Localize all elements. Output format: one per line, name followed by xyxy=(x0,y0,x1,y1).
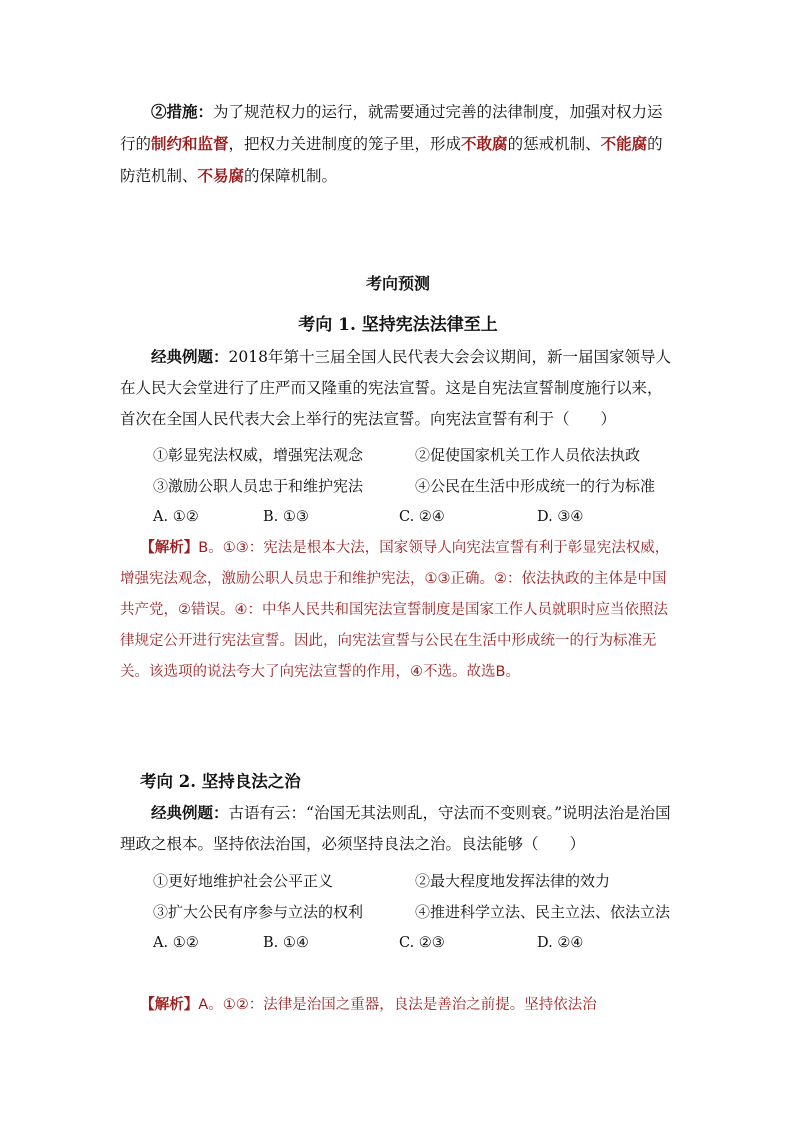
option-row xyxy=(120,866,676,897)
measure-paragraph xyxy=(120,96,676,192)
topic-1-options xyxy=(120,440,676,533)
topic-2-question xyxy=(120,797,676,860)
topic-2-analysis xyxy=(120,990,676,1021)
option-item: ③扩大公民有序参与立法的权利 xyxy=(153,903,364,921)
topic-2-options xyxy=(120,866,676,959)
choice-a: A. ①② xyxy=(153,509,199,525)
topic-1-analysis xyxy=(120,533,676,688)
highlight-dare-not: 不敢腐 xyxy=(461,134,508,153)
measure-text: ②措施：为了规范权力的运行，就需要通过完善的法律制度，加强对权力运行的制约和监督，把权力关进制度的笼子里，形成不敢腐的惩戒机制、不能腐的防范机制、不易腐的保障机制。 xyxy=(120,102,663,185)
choice-row xyxy=(120,502,676,533)
option-item: ①更好地维护社会公平正义 xyxy=(153,872,334,890)
highlight-not-easy: 不易腐 xyxy=(197,166,245,185)
analysis-text: 【解析】A。①②：法律是治国之重器，良法是善治之前提。坚持依法治 xyxy=(140,997,597,1013)
choice-b: B. ①④ xyxy=(263,935,309,951)
topic-2-title: 考向 2. 坚持良法之治 xyxy=(140,772,301,791)
option-item: ③激励公职人员忠于和维护宪法 xyxy=(153,477,364,495)
choice-b: B. ①③ xyxy=(263,509,309,525)
option-item: ④公民在生活中形成统一的行为标准 xyxy=(415,477,656,495)
option-row xyxy=(120,897,676,928)
topic-2 xyxy=(120,770,676,794)
option-row xyxy=(120,471,676,502)
choice-c: C. ②③ xyxy=(399,935,445,951)
option-item: ②促使国家机关工作人员依法执政 xyxy=(415,446,641,464)
highlight-supervision: 制约和监督 xyxy=(151,134,229,153)
measure-label: ②措施： xyxy=(151,102,214,121)
highlight-cannot: 不能腐 xyxy=(600,134,648,153)
option-item: ①彰显宪法权威，增强宪法观念 xyxy=(153,446,364,464)
question-text: 经典例题：古语有云：“治国无其法则乱，守法而不变则衰。”说明法治是治国理政之根本。坚持依法治国，必须坚持良法之治。良法能够（ ） xyxy=(120,803,671,853)
choice-a: A. ①② xyxy=(153,935,199,951)
topic-1-question xyxy=(120,341,676,435)
option-row xyxy=(120,440,676,471)
example-label: 经典例题： xyxy=(151,347,229,366)
topic-1 xyxy=(120,313,676,337)
option-item: ②最大程度地发挥法律的效力 xyxy=(415,872,611,890)
option-item: ④推进科学立法、民主立法、依法立法 xyxy=(415,903,671,921)
choice-d: D. ②④ xyxy=(537,935,584,951)
choice-c: C. ②④ xyxy=(399,509,445,525)
topic-1-title: 考向 1. 坚持宪法法律至上 xyxy=(298,315,498,335)
question-text: 经典例题：2018年第十三届全国人民代表大会会议期间，新一届国家领导人在人民大会堂进行了庄严而又隆重的宪法宣誓。这是自宪法宣誓制度施行以来，首次在全国人民代表大会上举行的宪法宣誓。向宪法宣誓有利于（ ） xyxy=(120,347,671,428)
analysis-tag: 【解析】 xyxy=(140,540,199,556)
choice-row xyxy=(120,928,676,959)
choice-d: D. ③④ xyxy=(537,509,584,525)
analysis-tag: 【解析】 xyxy=(140,997,199,1013)
section-heading xyxy=(120,271,676,294)
example-label: 经典例题： xyxy=(151,803,229,822)
section-title: 考向预测 xyxy=(365,274,430,293)
analysis-text: 【解析】B。①③：宪法是根本大法，国家领导人向宪法宣誓有利于彰显宪法权威，增强宪法观念，激励公职人员忠于和维护宪法，①③正确。②：依法执政的主体是中国共产党，②错误。④：中华人民共和国宪法宣誓制度是国家工作人员就职时应当依照法律规定公开进行宪法宣誓。因此，向宪法宣誓与公民在生活中形成统一的行为标准无关。该选项的说法夸大了向宪法宣誓的作用，④不选。故选B。 xyxy=(120,540,670,680)
